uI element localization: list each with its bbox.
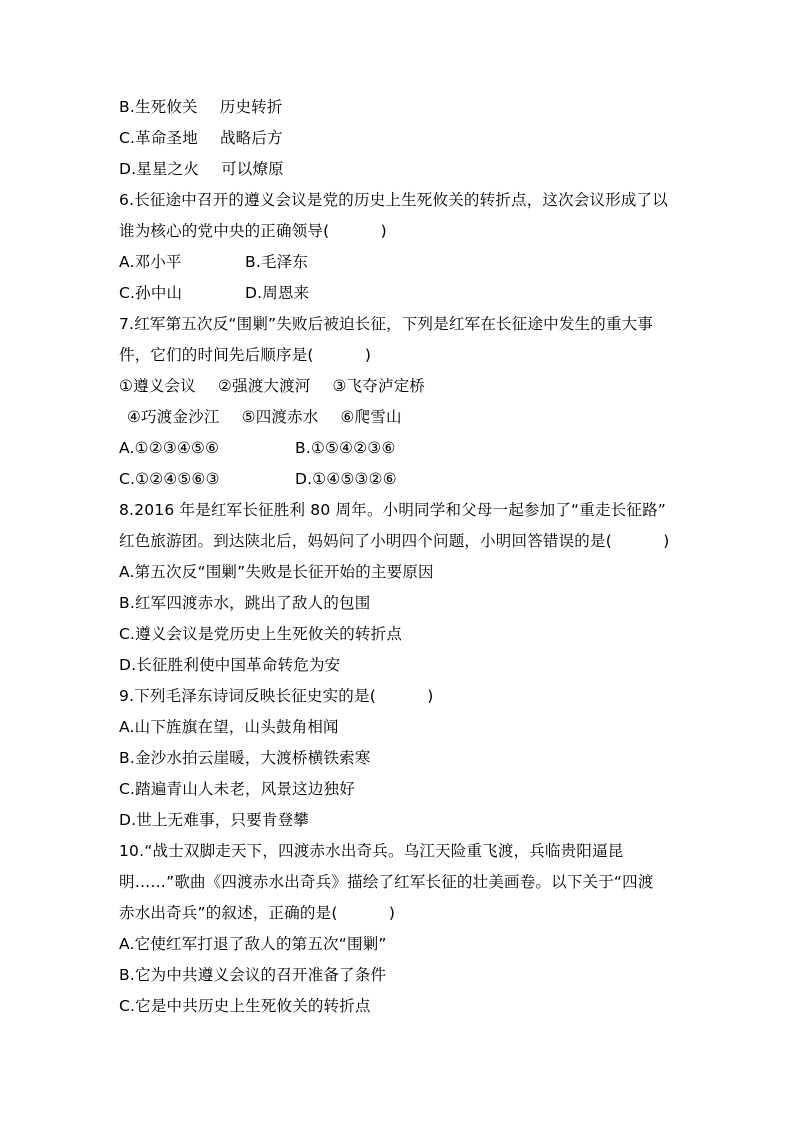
q5-option-c	[119, 123, 689, 154]
event-item: ③飞夺泸定桥	[332, 377, 426, 395]
option-text: 战略后方	[219, 129, 283, 147]
q8-stem-cont: 红色旅游团。到达陕北后，妈妈问了小明四个问题，小明回答错误的是( )	[119, 532, 670, 550]
event-item: ②强渡大渡河	[217, 377, 311, 395]
option-text: 可以燎原	[221, 160, 284, 178]
option-d: D.①④⑤③②⑥	[295, 470, 397, 488]
option-b: B.①⑤④②③⑥	[295, 439, 396, 457]
option-b: B.毛泽东	[245, 253, 309, 271]
q8-stem: 8.2016 年是红军长征胜利 80 周年。小明同学和父母一起参加了“重走长征路”	[119, 501, 667, 519]
q9-option-d: D.世上无难事，只要肯登攀	[119, 811, 309, 829]
q8-option-c: C.遵义会议是党历史上生死攸关的转折点	[119, 625, 403, 643]
q6-options-cd	[119, 278, 689, 309]
option-text: 历史转折	[219, 98, 283, 116]
option-a: A.邓小平	[119, 253, 182, 271]
q8-option-b: B.红军四渡赤水，跳出了敌人的包围	[119, 594, 371, 612]
q5-option-d	[119, 154, 689, 185]
event-item: ④巧渡金沙江	[127, 408, 220, 426]
q9-option-b: B.金沙水拍云崖暖，大渡桥横铁索寒	[119, 749, 371, 767]
event-item: ⑤四渡赤水	[241, 408, 319, 426]
q10-stem: 10.“战士双脚走天下，四渡赤水出奇兵。乌江天险重飞渡，兵临贵阳逼昆	[119, 842, 624, 860]
option-c: C.孙中山	[119, 284, 183, 302]
q7-events-1	[119, 371, 689, 402]
q9-stem: 9.下列毛泽东诗词反映长征史实的是( )	[119, 687, 434, 705]
q6-stem: 6.长征途中召开的遵义会议是党的历史上生死攸关的转折点，这次会议形成了以	[119, 191, 668, 209]
q7-options-cd	[119, 464, 689, 495]
option-c: C.①②④⑤⑥③	[119, 470, 220, 488]
q6-options-ab	[119, 247, 689, 278]
option-text: B.生死攸关	[119, 98, 198, 116]
event-item: ⑥爬雪山	[340, 408, 402, 426]
q10-stem-cont: 明……”歌曲《四渡赤水出奇兵》描绘了红军长征的壮美画卷。以下关于“四渡	[119, 873, 654, 891]
option-text: D.星星之火	[119, 160, 200, 178]
q7-options-ab	[119, 433, 689, 464]
q8-option-a: A.第五次反“围剿”失败是长征开始的主要原因	[119, 563, 434, 581]
event-item: ①遵义会议	[119, 377, 196, 395]
q8-option-d: D.长征胜利使中国革命转危为安	[119, 656, 341, 674]
q10-option-b: B.它为中共遵义会议的召开准备了条件	[119, 966, 387, 984]
q10-option-a: A.它使红军打退了敌人的第五次“围剿”	[119, 935, 387, 953]
q9-option-c: C.踏遍青山人未老，风景这边独好	[119, 780, 355, 798]
option-a: A.①②③④⑤⑥	[119, 439, 220, 457]
q10-stem-cont2: 赤水出奇兵”的叙述，正确的是( )	[119, 904, 396, 922]
q7-stem: 7.红军第五次反“围剿”失败后被迫长征，下列是红军在长征途中发生的重大事	[119, 315, 654, 333]
q6-stem-cont: 谁为核心的党中央的正确领导( )	[119, 222, 387, 240]
option-text: C.革命圣地	[119, 129, 198, 147]
option-d: D.周恩来	[245, 284, 310, 302]
q9-option-a: A.山下旌旗在望，山头鼓角相闻	[119, 718, 339, 736]
exam-page-content	[119, 92, 689, 1022]
q7-events-2	[119, 402, 689, 433]
q10-option-c: C.它是中共历史上生死攸关的转折点	[119, 997, 371, 1015]
q7-stem-cont: 件，它们的时间先后顺序是( )	[119, 346, 372, 364]
q5-option-b	[119, 92, 689, 123]
